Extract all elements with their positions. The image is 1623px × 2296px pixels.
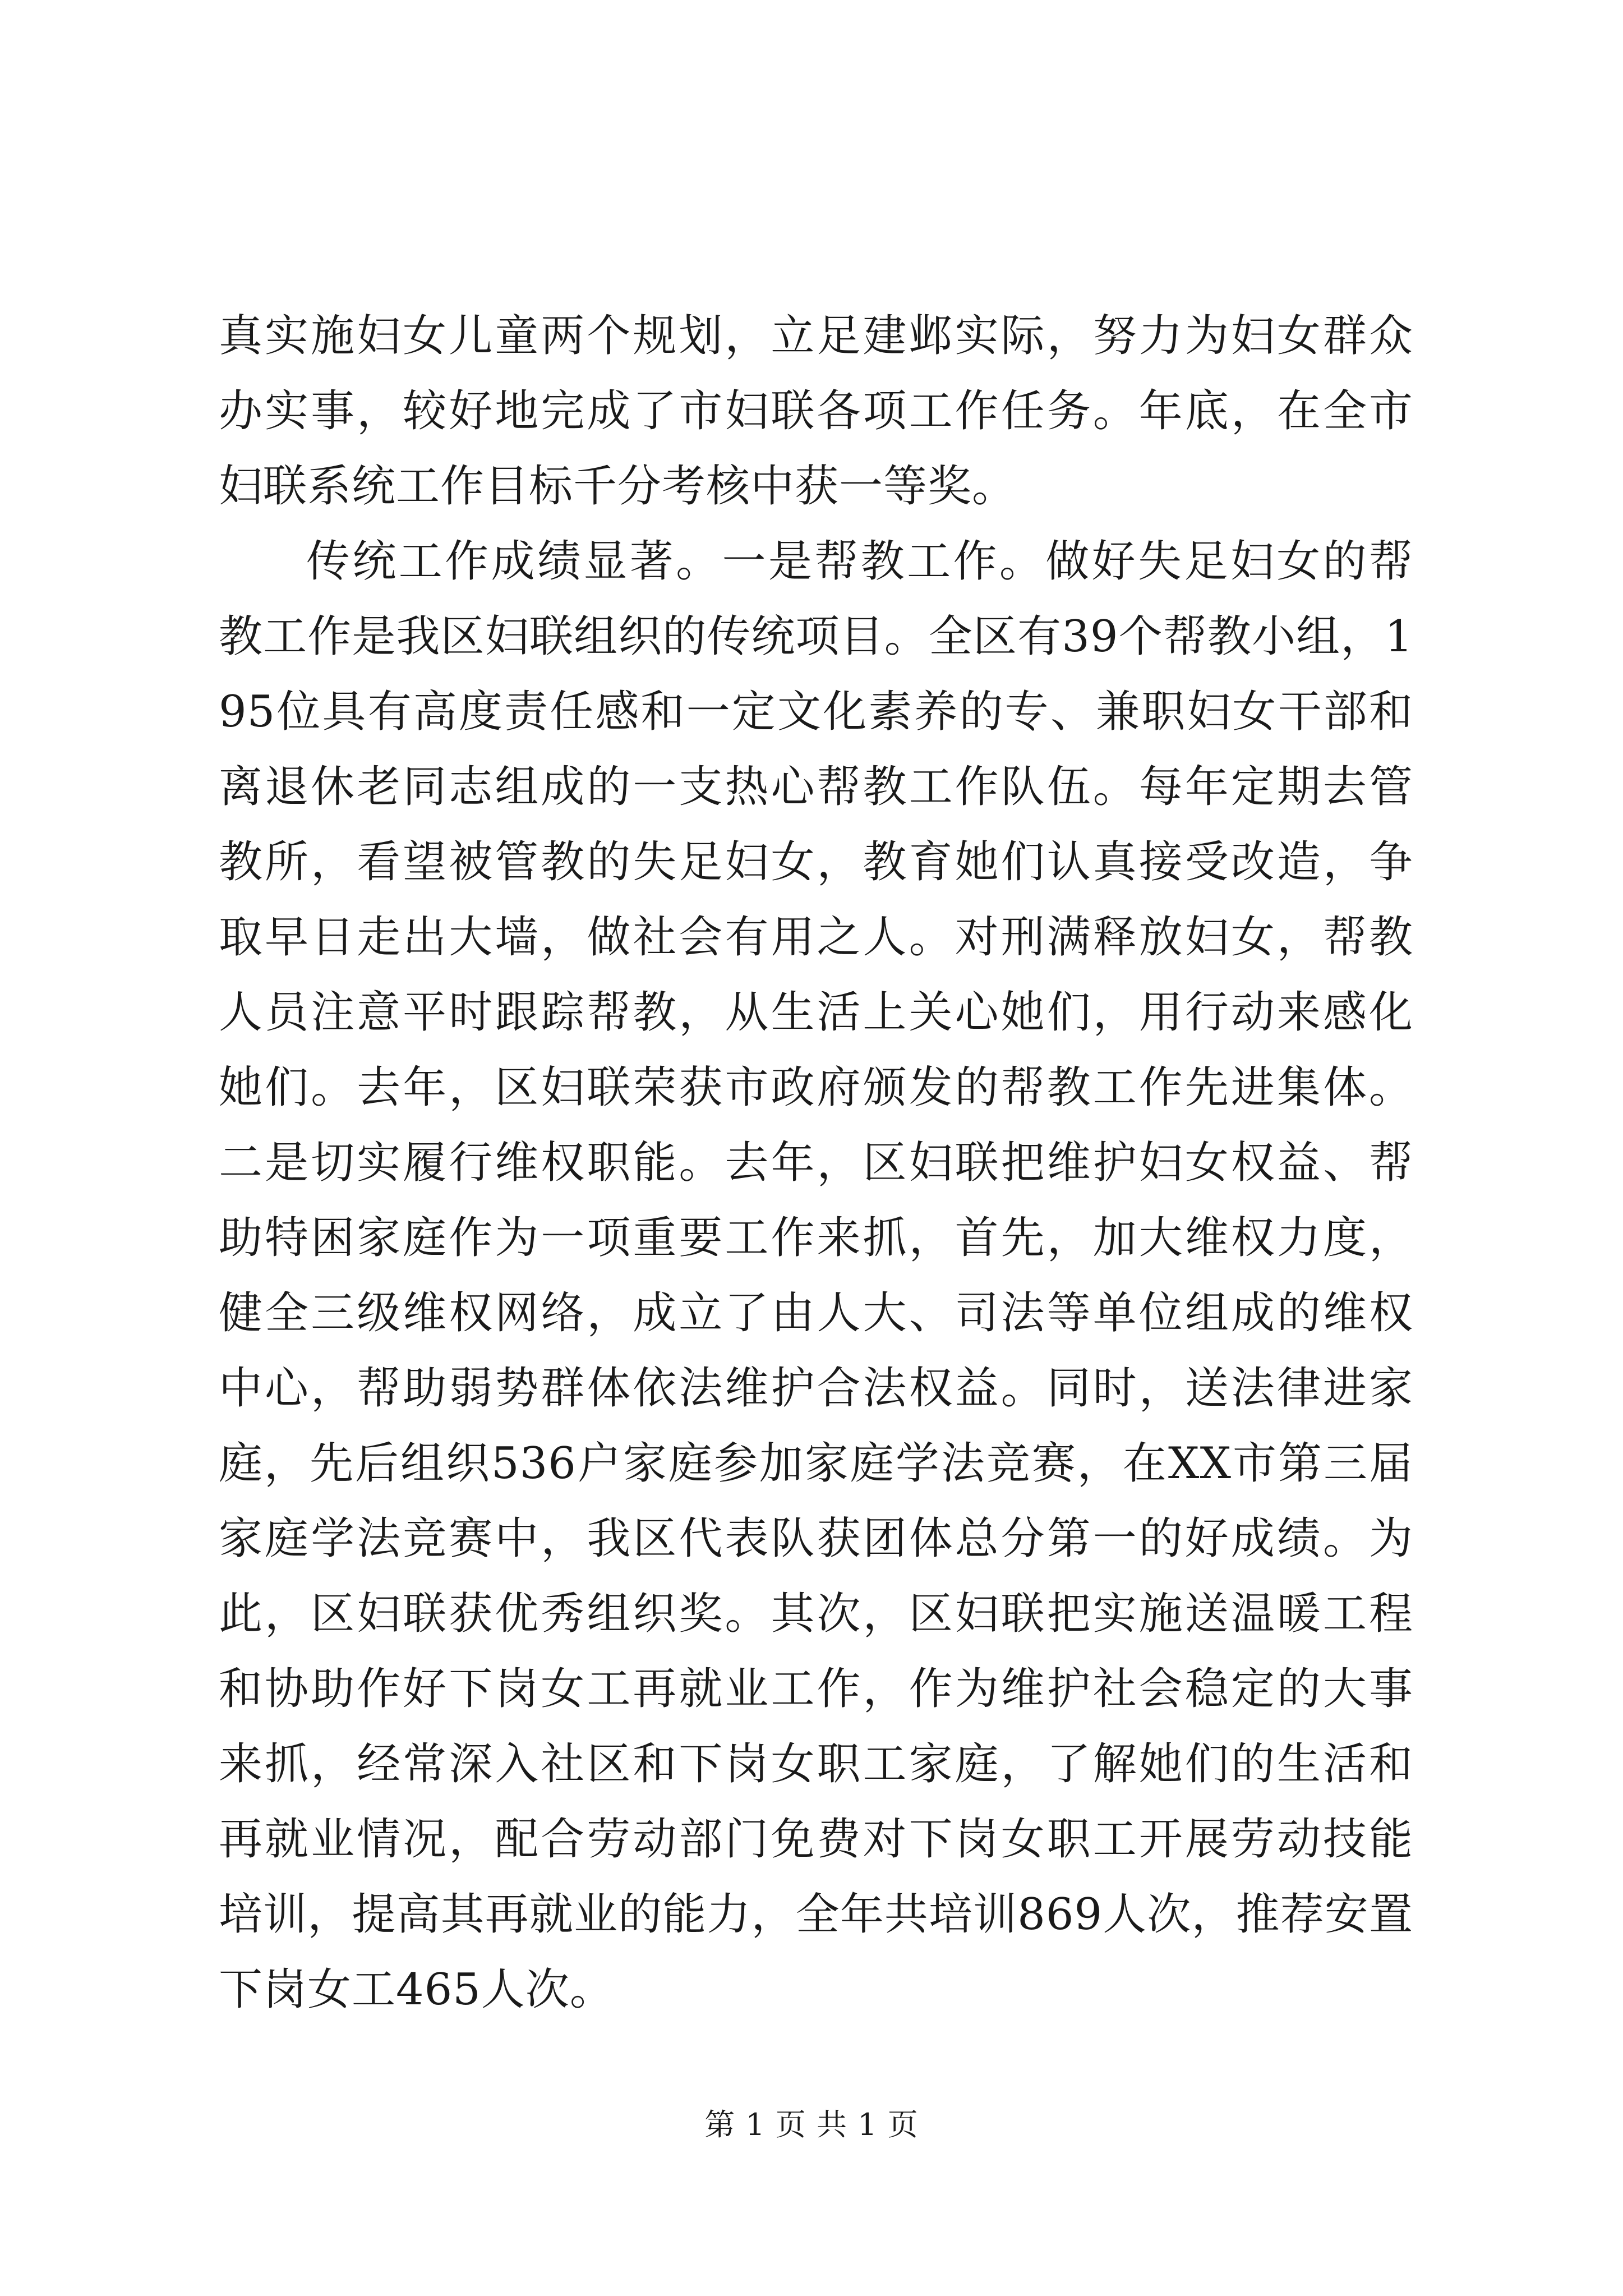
document-body	[219, 298, 1413, 2027]
paragraph-2: 传统工作成绩显著。一是帮教工作。做好失足妇女的帮教工作是我区妇联组织的传统项目。全区有39个帮教小组，195位具有高度责任感和一定文化素养的专、兼职妇女干部和离退休老同志组成的一支热心帮教工作队伍。每年定期去管教所，看望被管教的失足妇女，教育她们认真接受改造，争取早日走出大墙，做社会有用之人。对刑满释放妇女，帮教人员注意平时跟踪帮教，从生活上关心她们，用行动来感化她们。去年，区妇联荣获市政府颁发的帮教工作先进集体。二是切实履行维权职能。去年，区妇联把维护妇女权益、帮助特困家庭作为一项重要工作来抓，首先，加大维权力度，健全三级维权网络，成立了由人大、司法等单位组成的维权中心，帮助弱势群体依法维护合法权益。同时，送法律进家庭，先后组织536户家庭参加家庭学法竞赛，在XX市第三届家庭学法竞赛中，我区代表队获团体总分第一的好成绩。为此，区妇联获优秀组织奖。其次，区妇联把实施送温暖工程和协助作好下岗女工再就业工作，作为维护社会稳定的大事来抓，经常深入社区和下岗女职工家庭，了解她们的生活和再就业情况，配合劳动部门免费对下岗女职工开展劳动技能培训，提高其再就业的能力，全年共培训869人次，推荐安置下岗女工465人次。	[219, 536, 1413, 2015]
page-footer: 第 1 页 共 1 页	[704, 2107, 919, 2142]
paragraph-1: 真实施妇女儿童两个规划，立足建邺实际，努力为妇女群众办实事，较好地完成了市妇联各项工作任务。年底，在全市妇联系统工作目标千分考核中获一等奖。	[219, 311, 1413, 512]
